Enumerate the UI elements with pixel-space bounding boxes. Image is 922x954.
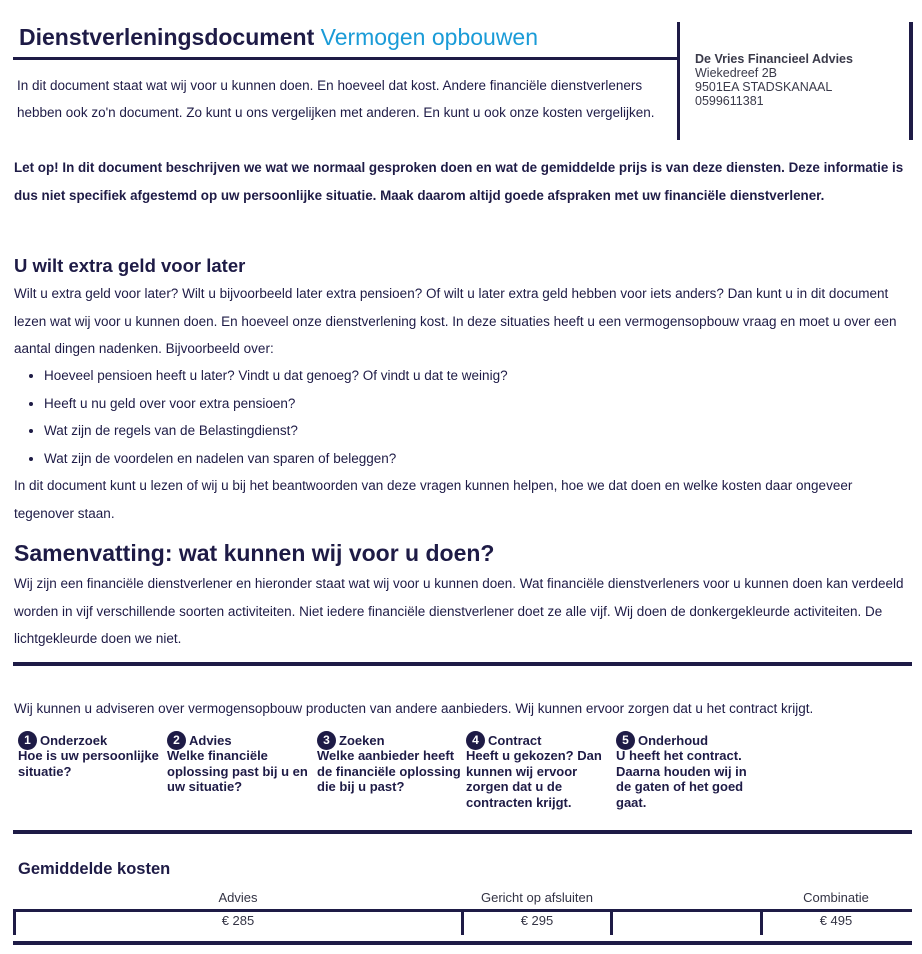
advice-line: Wij kunnen u adviseren over vermogensopbouw producten van andere aanbieders. Wij kunnen ervoor zorgen dat u het contract krijgt.	[14, 701, 814, 716]
steps-rule	[13, 830, 912, 834]
list-item: • Wat zijn de voordelen en nadelen van sparen of beleggen?	[44, 445, 904, 473]
step-title: Onderzoek	[40, 732, 108, 748]
title-main: Dienstverleningsdocument	[19, 24, 315, 50]
step-contract	[466, 731, 611, 810]
list-item: • Hoeveel pensioen heeft u later? Vindt u dat genoeg? Of vindt u dat te weinig?	[44, 362, 904, 390]
summary-rule	[13, 662, 912, 666]
step-number-icon: 3	[317, 731, 336, 750]
section-closing: In dit document kunt u lezen of wij u bij het beantwoorden van deze vragen kunnen helpen, hoe we dat doen en welke kosten daar ongeveer tegenover staan.	[14, 478, 853, 521]
page-title	[19, 24, 538, 51]
step-title: Zoeken	[339, 732, 385, 748]
list-item: • Heeft u nu geld over voor extra pensioen?	[44, 390, 904, 418]
company-city: 9501EA STADSKANAAL	[695, 80, 833, 94]
step-zoeken	[317, 731, 462, 795]
cost-value: € 495	[819, 913, 853, 928]
step-text: Hoe is uw persoonlijke situatie?	[18, 748, 159, 779]
company-name: De Vries Financieel Advies	[695, 52, 853, 66]
step-number-icon: 5	[616, 731, 635, 750]
company-address	[695, 52, 853, 108]
section-paragraph: Wilt u extra geld voor later? Wilt u bijvoorbeeld later extra pensioen? Of wilt u later extra geld hebben voor iets anders? Dan kunt u in dit document lezen wat wij voor u kunnen doen. En hoeveel onze dienstverlening kost. In deze situaties heeft u een vermogensopbouw vraag en moet u over een aantal dingen nadenken. Bijvoorbeeld over:	[14, 286, 897, 356]
step-text: U heeft het contract. Daarna houden wij in de gaten of het goed gaat.	[616, 748, 747, 810]
list-item: • Wat zijn de regels van de Belastingdienst?	[44, 417, 904, 445]
costs-bottom-rule	[13, 941, 912, 945]
step-text: Heeft u gekozen? Dan kunnen wij ervoor zorgen dat u de contracten krijgt.	[466, 748, 602, 810]
intro-text: In dit document staat wat wij voor u kunnen doen. En hoeveel dat kost. Andere financiële dienstverleners hebben ook zo'n document. Zo kunt u ons vergelijken met anderen. En kunt u ook onze kosten vergelijken.	[17, 78, 655, 120]
cost-column-header: Advies	[218, 890, 258, 905]
header-rule	[13, 57, 678, 60]
cost-column-header: Combinatie	[803, 890, 869, 905]
costs-heading: Gemiddelde kosten	[18, 860, 171, 878]
step-advies	[167, 731, 312, 795]
step-number-icon: 4	[466, 731, 485, 750]
step-text: Welke financiële oplossing past bij u en uw situatie?	[167, 748, 308, 794]
company-phone: 0599611381	[695, 94, 764, 108]
summary-paragraph: Wij zijn een financiële dienstverlener en hieronder staat wat wij voor u kunnen doen. Wat financiële dienstverleners voor u kunnen doen kan verdeeld worden in vijf verschillende soorten activiteiten. Niet iedere financiële dienstverlener doet ze alle vijf. Wij doen de donkergekleurde activiteiten. De lichtgekleurde doen we niet.	[14, 576, 904, 646]
step-number-icon: 1	[18, 731, 37, 750]
section-heading-extra-money: U wilt extra geld voor later	[14, 255, 246, 276]
step-title: Advies	[189, 732, 232, 748]
address-divider-right	[909, 22, 913, 140]
cost-cell-divider	[13, 909, 16, 935]
activity-steps	[18, 731, 918, 821]
company-street: Wiekedreef 2B	[695, 66, 777, 80]
step-title: Contract	[488, 732, 542, 748]
cost-value: € 285	[221, 913, 255, 928]
step-onderhoud	[616, 731, 761, 810]
address-divider-left	[677, 22, 680, 140]
title-subtitle: Vermogen opbouwen	[320, 24, 539, 50]
step-onderzoek	[18, 731, 163, 779]
step-title: Onderhoud	[638, 732, 709, 748]
cost-column-header: Gericht op afsluiten	[480, 890, 593, 905]
question-list	[14, 362, 904, 472]
summary-heading: Samenvatting: wat kunnen wij voor u doen?	[14, 540, 495, 566]
step-text: Welke aanbieder heeft de financiële oplossing die bij u past?	[317, 748, 461, 794]
step-number-icon: 2	[167, 731, 186, 750]
cost-value: € 295	[520, 913, 554, 928]
warning-text: Let op! In dit document beschrijven we wat we normaal gesproken doen en wat de gemiddelde prijs is van deze diensten. Deze informatie is dus niet specifiek afgestemd op uw persoonlijke situatie. Maak daarom altijd goede afspraken met uw financiële dienstverlener.	[14, 160, 904, 203]
